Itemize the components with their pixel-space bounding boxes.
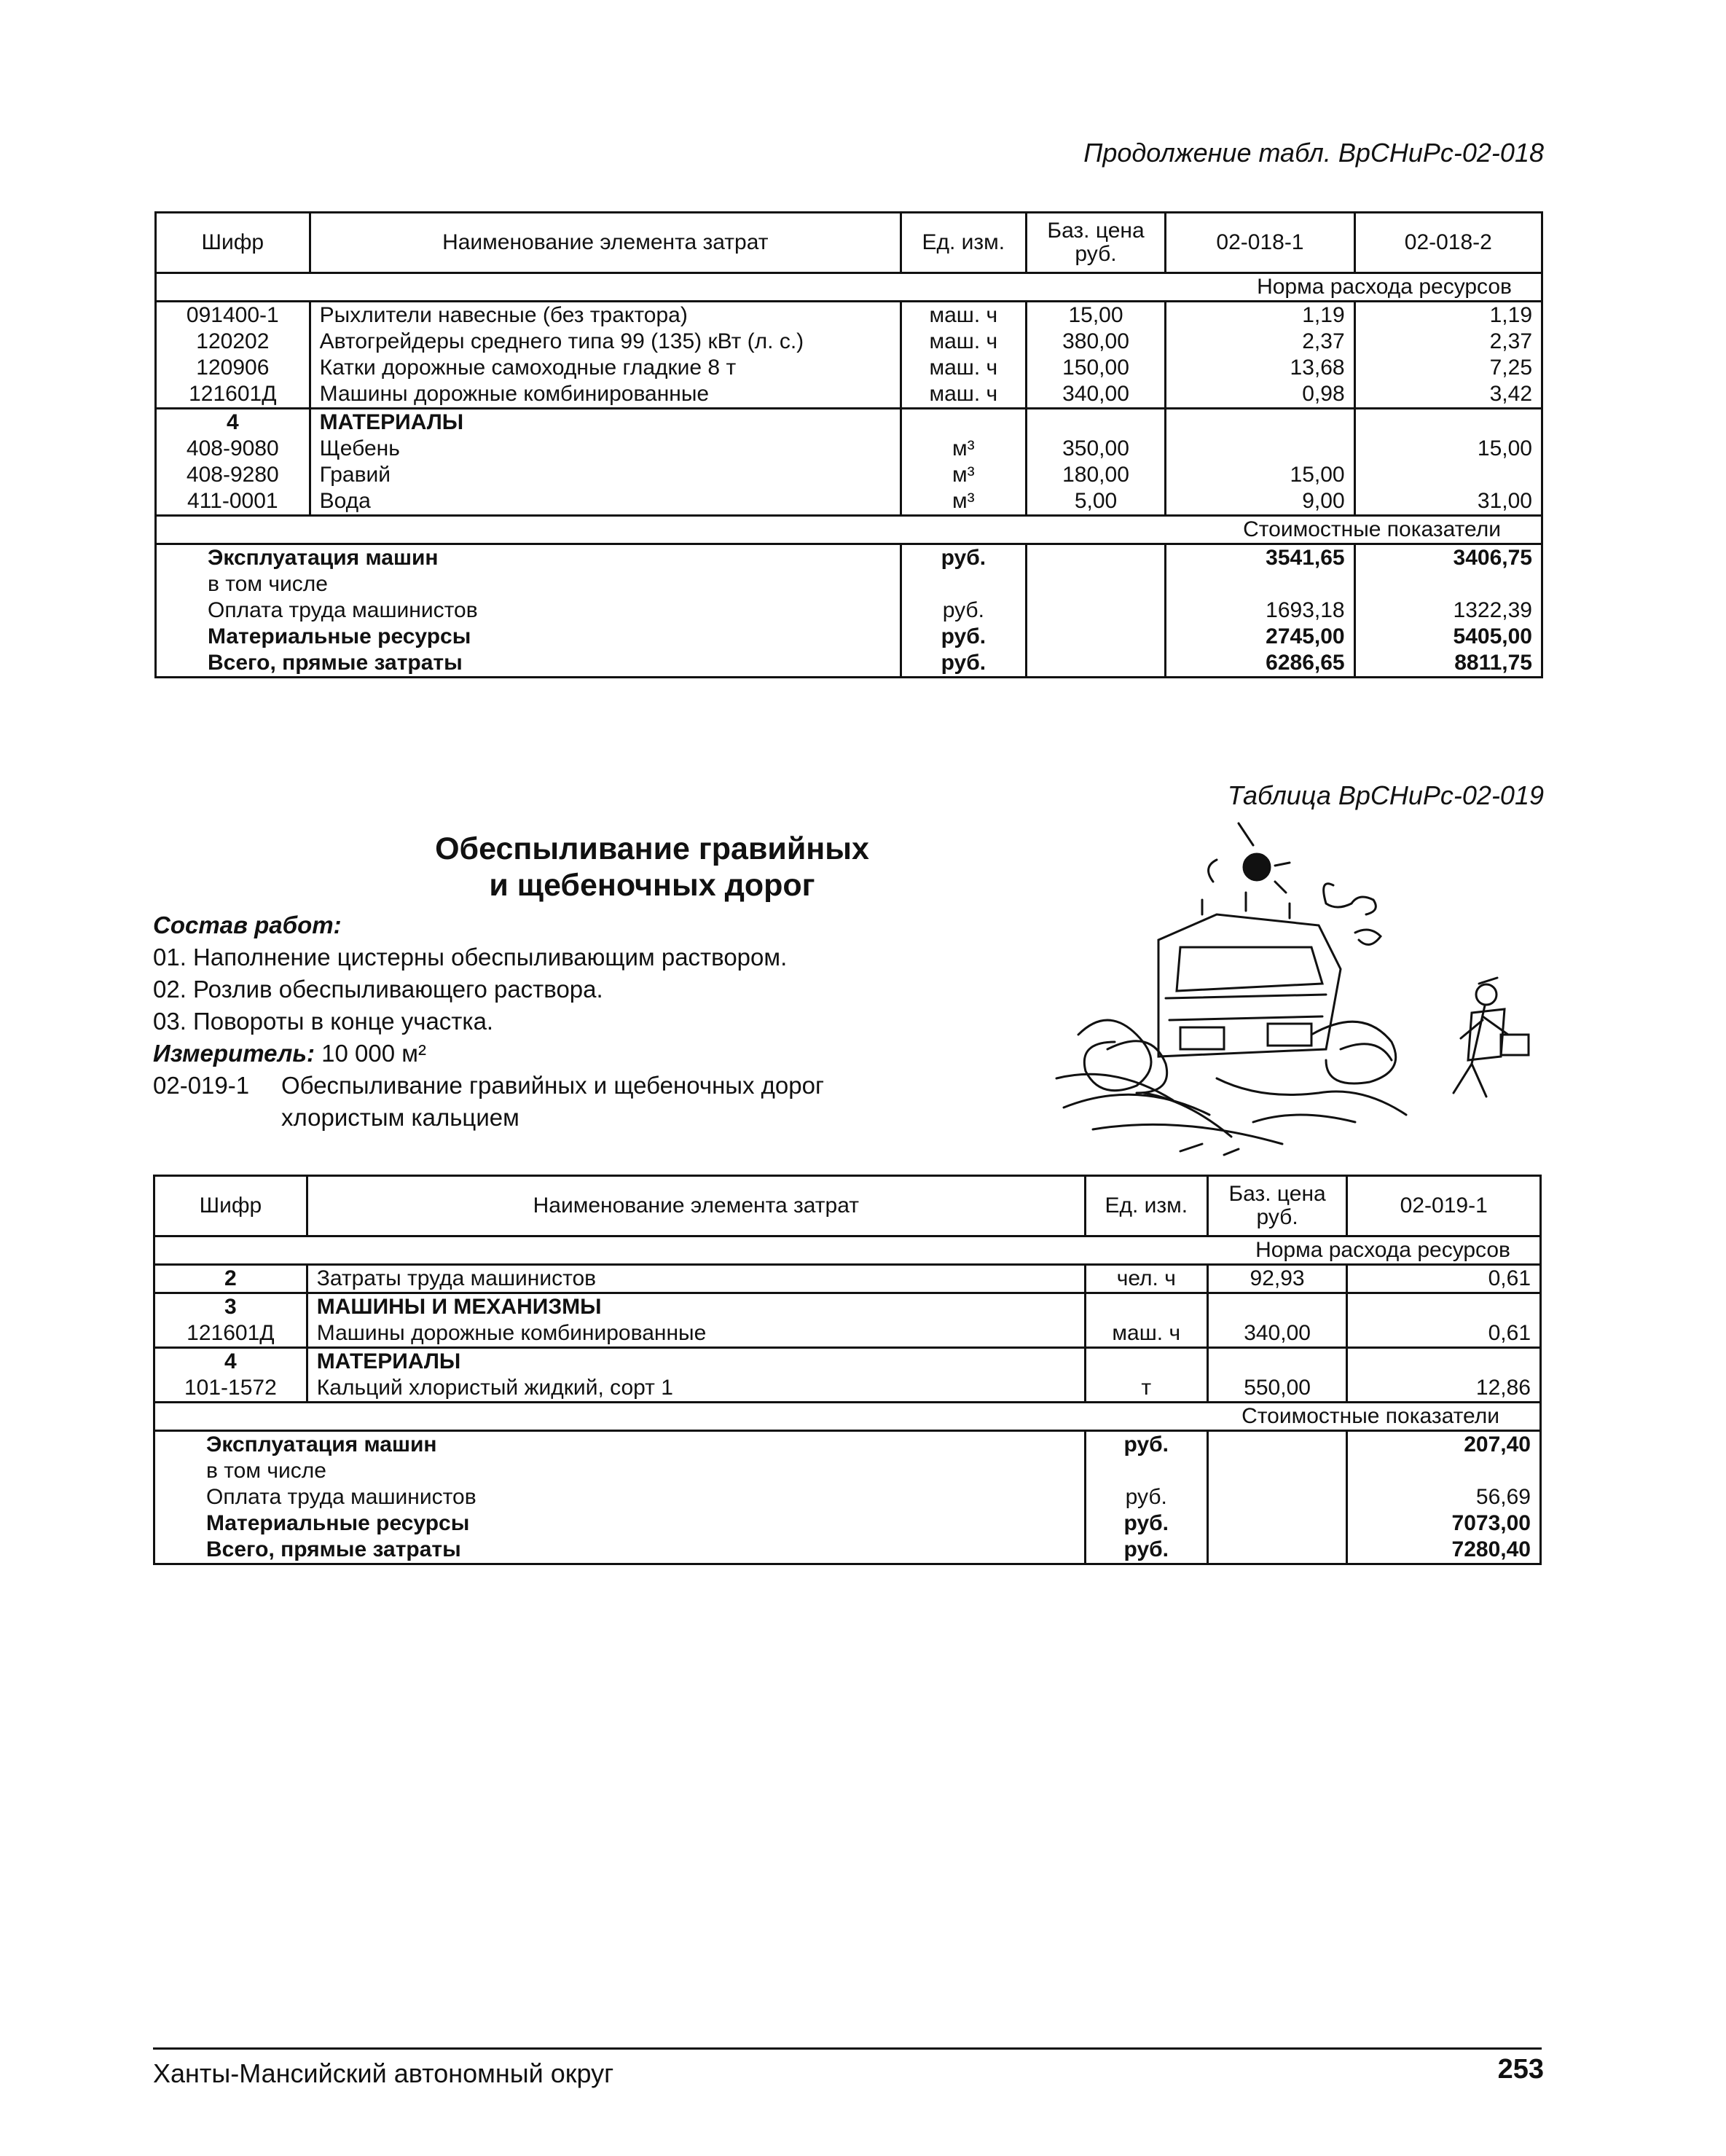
cell-code: 408-9280	[156, 462, 310, 488]
footer-rule	[153, 2047, 1542, 2050]
cost-label: Материальные ресурсы	[156, 624, 901, 650]
header-col1: 02-019-1	[1347, 1176, 1541, 1236]
cost-label: Материальные ресурсы	[154, 1510, 1086, 1537]
table-row	[156, 544, 1542, 572]
table1-norm-section: Норма расхода ресурсов	[156, 273, 1542, 302]
item-text-line1: Обеспыливание гравийных и щебеночных дорог	[281, 1072, 825, 1099]
table-row	[156, 462, 1542, 488]
table-row	[154, 1458, 1541, 1484]
cost-unit: руб.	[1085, 1537, 1207, 1564]
cell-name: Гравий	[310, 462, 901, 488]
header-code: Шифр	[156, 213, 310, 273]
cost-label: Эксплуатация машин	[156, 544, 901, 572]
cost-value: 2745,00	[1166, 624, 1354, 650]
cell-value: 15,00	[1354, 436, 1542, 462]
footer-region: Ханты-Мансийский автономный округ	[153, 2058, 614, 2088]
cost-unit: руб.	[901, 597, 1026, 624]
cost-unit: руб.	[1085, 1510, 1207, 1537]
cell-value: 3,42	[1354, 381, 1542, 409]
header-unit: Ед. изм.	[901, 213, 1026, 273]
section-title-line2: и щебеночных дорог	[489, 868, 815, 903]
table2-cost-section: Стоимостные показатели	[154, 1403, 1541, 1431]
cell-name: Рыхлители навесные (без трактора)	[310, 302, 901, 329]
table-row	[156, 571, 1542, 597]
table-02-018	[154, 211, 1543, 678]
cell-price: 5,00	[1026, 488, 1166, 516]
table-row	[156, 436, 1542, 462]
cost-unit: руб.	[901, 624, 1026, 650]
cost-value	[1347, 1458, 1541, 1484]
cell-value: 0,98	[1166, 381, 1354, 409]
table-row	[156, 381, 1542, 409]
table-row: 3 МАШИНЫ И МЕХАНИЗМЫ	[154, 1293, 1541, 1321]
table-row	[156, 650, 1542, 678]
cost-unit: руб.	[901, 544, 1026, 572]
cost-unit: руб.	[1085, 1431, 1207, 1459]
page-number: 253	[1497, 2054, 1544, 2085]
meter-label: Измеритель:	[153, 1040, 315, 1067]
work-item: 02. Розлив обеспыливающего раствора.	[153, 976, 603, 1003]
header-code: Шифр	[154, 1176, 307, 1236]
table-row	[154, 1537, 1541, 1564]
cell-code: 120906	[156, 355, 310, 381]
cell-code: 4	[156, 409, 310, 436]
table1-cost-section: Стоимостные показатели	[156, 516, 1542, 544]
table-row	[154, 1484, 1541, 1510]
table-row	[156, 355, 1542, 381]
cost-value: 8811,75	[1354, 650, 1542, 678]
table2-norm-section: Норма расхода ресурсов	[154, 1236, 1541, 1265]
work-item: 01. Наполнение цистерны обеспыливающим раствором.	[153, 944, 788, 971]
cost-value: 56,69	[1347, 1484, 1541, 1510]
table1-material-rows	[156, 409, 1542, 516]
table1-header-row	[156, 213, 1542, 273]
cell-code: 091400-1	[156, 302, 310, 329]
cell-value: 1,19	[1166, 302, 1354, 329]
cost-label: Оплата труда машинистов	[156, 597, 901, 624]
work-item: 03. Повороты в конце участка.	[153, 1008, 494, 1035]
cell-unit: маш. ч	[901, 302, 1026, 329]
cell-name: Щебень	[310, 436, 901, 462]
table-row	[154, 1431, 1541, 1459]
cell-name: Вода	[310, 488, 901, 516]
cell-name: Катки дорожные самоходные гладкие 8 т	[310, 355, 901, 381]
table-02-019	[153, 1175, 1542, 1565]
cost-label: Всего, прямые затраты	[156, 650, 901, 678]
cost-value	[1166, 571, 1354, 597]
cell-unit: м³	[901, 488, 1026, 516]
item-code: 02-019-1	[153, 1072, 250, 1099]
table-row: 121601Д Машины дорожные комбинированные маш. ч 340,00 0,61	[154, 1320, 1541, 1348]
cost-value: 7073,00	[1347, 1510, 1541, 1537]
cell-price: 150,00	[1026, 355, 1166, 381]
cell-unit: м³	[901, 436, 1026, 462]
cost-value: 7280,40	[1347, 1537, 1541, 1564]
cell-name: Автогрейдеры среднего типа 99 (135) кВт (л. с.)	[310, 329, 901, 355]
cost-unit: руб.	[901, 650, 1026, 678]
works-label: Состав работ:	[153, 912, 342, 938]
cell-price: 350,00	[1026, 436, 1166, 462]
cost-label: Всего, прямые затраты	[154, 1537, 1086, 1564]
table-row	[156, 597, 1542, 624]
road-truck-illustration	[1035, 816, 1545, 1166]
table-row: 2 Затраты труда машинистов чел. ч 92,93 0,61	[154, 1265, 1541, 1293]
meter	[153, 1038, 426, 1070]
cost-value: 1693,18	[1166, 597, 1354, 624]
cost-unit: руб.	[1085, 1484, 1207, 1510]
table-row	[156, 302, 1542, 329]
table-row	[156, 329, 1542, 355]
cell-value: 15,00	[1166, 462, 1354, 488]
header-unit: Ед. изм.	[1085, 1176, 1207, 1236]
cell-value: 2,37	[1354, 329, 1542, 355]
table2-caption: Таблица ВрСНиРс-02-019	[1227, 780, 1544, 810]
cell-code: 120202	[156, 329, 310, 355]
cost-unit	[1085, 1458, 1207, 1484]
cell-unit: маш. ч	[901, 355, 1026, 381]
cell-name: Машины дорожные комбинированные	[310, 381, 901, 409]
continuation-caption: Продолжение табл. ВрСНиРс-02-018	[1083, 138, 1544, 168]
cell-code: 408-9080	[156, 436, 310, 462]
cost-label: в том числе	[154, 1458, 1086, 1484]
header-name: Наименование элемента затрат	[310, 213, 901, 273]
cell-value: 2,37	[1166, 329, 1354, 355]
header-name: Наименование элемента затрат	[307, 1176, 1085, 1236]
header-col2: 02-018-2	[1354, 213, 1542, 273]
cell-value	[1354, 462, 1542, 488]
cost-unit	[901, 571, 1026, 597]
cost-value: 5405,00	[1354, 624, 1542, 650]
cell-value	[1166, 436, 1354, 462]
table2-cost-rows	[154, 1431, 1541, 1564]
cell-value: 13,68	[1166, 355, 1354, 381]
item-text-line2: хлористым кальцием	[281, 1104, 519, 1131]
table-row	[156, 409, 1542, 436]
table-row: 4 МАТЕРИАЛЫ	[154, 1348, 1541, 1376]
cost-value	[1354, 571, 1542, 597]
cell-value: 9,00	[1166, 488, 1354, 516]
cost-value: 6286,65	[1166, 650, 1354, 678]
table-row	[156, 488, 1542, 516]
cell-value: 31,00	[1354, 488, 1542, 516]
section-title-line1: Обеспыливание гравийных	[435, 831, 869, 866]
cell-code: 121601Д	[156, 381, 310, 409]
cost-value: 207,40	[1347, 1431, 1541, 1459]
cost-value: 3406,75	[1354, 544, 1542, 572]
cost-value: 3541,65	[1166, 544, 1354, 572]
cell-value: 1,19	[1354, 302, 1542, 329]
header-price: Баз. цена руб.	[1207, 1176, 1347, 1236]
cell-unit: маш. ч	[901, 329, 1026, 355]
cost-label: в том числе	[156, 571, 901, 597]
cell-price: 340,00	[1026, 381, 1166, 409]
cost-value: 1322,39	[1354, 597, 1542, 624]
cost-label: Оплата труда машинистов	[154, 1484, 1086, 1510]
table-row: 101-1572 Кальций хлористый жидкий, сорт 1 т 550,00 12,86	[154, 1375, 1541, 1403]
cell-value: 7,25	[1354, 355, 1542, 381]
cell-unit: маш. ч	[901, 381, 1026, 409]
table-row	[154, 1510, 1541, 1537]
table2-header-row	[154, 1176, 1541, 1236]
table1-machine-rows	[156, 302, 1542, 409]
cell-name: МАТЕРИАЛЫ	[310, 409, 901, 436]
cell-price: 380,00	[1026, 329, 1166, 355]
table-row	[156, 624, 1542, 650]
cell-code: 411-0001	[156, 488, 310, 516]
cost-label: Эксплуатация машин	[154, 1431, 1086, 1459]
header-price: Баз. цена руб.	[1026, 213, 1166, 273]
cell-unit: м³	[901, 462, 1026, 488]
meter-value: 10 000 м²	[321, 1040, 426, 1067]
cell-price: 15,00	[1026, 302, 1166, 329]
header-col1: 02-018-1	[1166, 213, 1354, 273]
table1-cost-rows	[156, 544, 1542, 678]
cell-price: 180,00	[1026, 462, 1166, 488]
section-title	[306, 831, 998, 903]
